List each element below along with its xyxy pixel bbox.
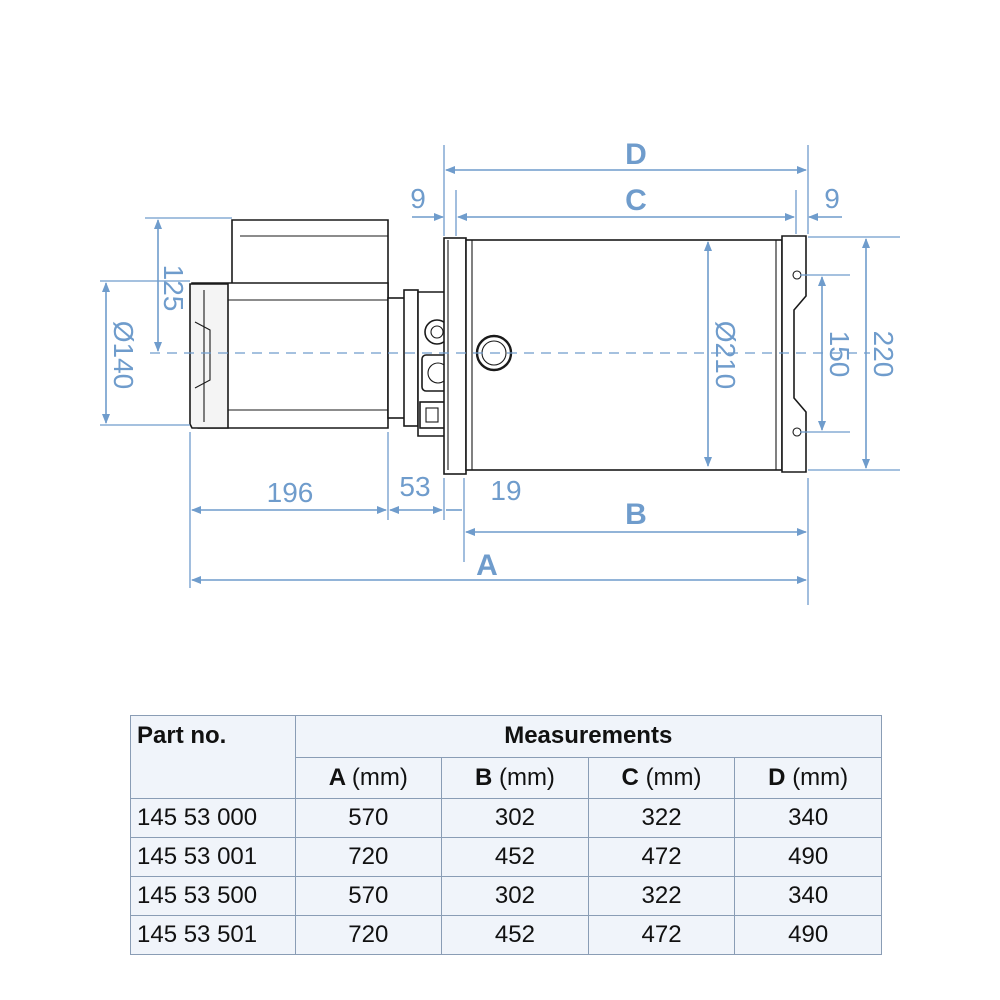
cell-d: 490 <box>735 916 882 955</box>
cell-c: 472 <box>588 838 735 877</box>
header-col-a: A (mm) <box>295 757 442 799</box>
cell-d: 340 <box>735 799 882 838</box>
label-9-left: 9 <box>410 183 426 214</box>
cell-part: 145 53 001 <box>131 838 296 877</box>
label-150: 150 <box>824 330 855 378</box>
cell-c: 322 <box>588 877 735 916</box>
header-col-b: B (mm) <box>442 757 589 799</box>
label-210: Ø210 <box>710 320 741 390</box>
label-53: 53 <box>399 471 431 502</box>
label-220: 220 <box>868 330 899 378</box>
cell-a: 570 <box>295 877 442 916</box>
header-col-c: C (mm) <box>588 757 735 799</box>
label-125: 125 <box>158 264 189 312</box>
cell-b: 452 <box>442 916 589 955</box>
label-196: 196 <box>266 477 314 508</box>
cell-c: 322 <box>588 799 735 838</box>
cell-part: 145 53 500 <box>131 877 296 916</box>
header-part-no: Part no. <box>131 716 296 799</box>
table-row <box>131 877 882 916</box>
header-measurements: Measurements <box>295 716 881 758</box>
cell-part: 145 53 501 <box>131 916 296 955</box>
motor-fan-cover <box>190 284 228 428</box>
tank-flange-left <box>444 238 466 474</box>
label-A: A <box>476 549 498 582</box>
measurements-table <box>130 715 882 955</box>
table-row <box>131 838 882 877</box>
cell-b: 302 <box>442 799 589 838</box>
cell-part: 145 53 000 <box>131 799 296 838</box>
table-row <box>131 916 882 955</box>
cell-a: 720 <box>295 916 442 955</box>
cell-b: 452 <box>442 838 589 877</box>
label-C: C <box>625 184 647 217</box>
cell-d: 490 <box>735 838 882 877</box>
cell-b: 302 <box>442 877 589 916</box>
end-bracket <box>782 236 806 472</box>
label-19: 19 <box>490 475 522 506</box>
cell-a: 570 <box>295 799 442 838</box>
table-header-row <box>131 716 882 758</box>
label-D: D <box>625 138 647 171</box>
label-B: B <box>625 498 647 531</box>
label-9-right: 9 <box>824 183 840 214</box>
cell-c: 472 <box>588 916 735 955</box>
cell-d: 340 <box>735 877 882 916</box>
cell-a: 720 <box>295 838 442 877</box>
label-140: Ø140 <box>108 320 139 390</box>
header-col-d: D (mm) <box>735 757 882 799</box>
table-row <box>131 799 882 838</box>
measurements-table-container <box>130 715 882 955</box>
